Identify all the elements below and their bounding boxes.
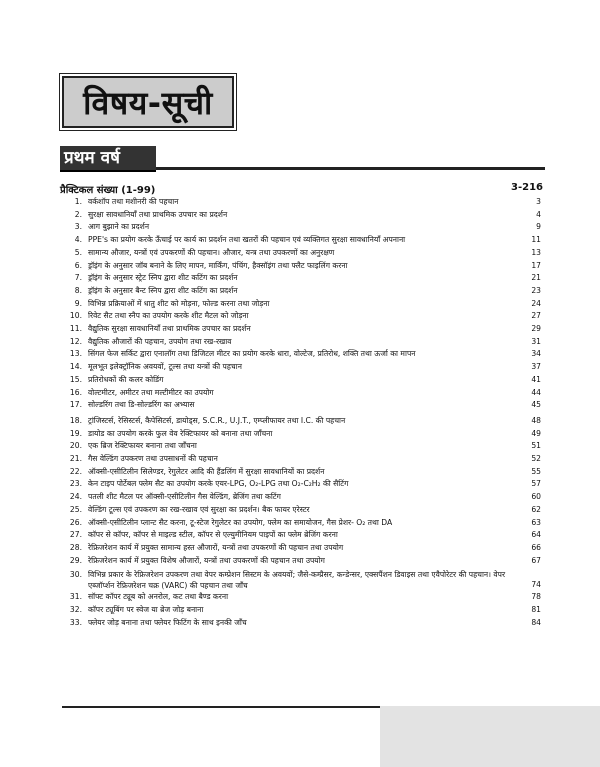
entry-title: ऑक्सी-एसीटिलीन सिलेण्डर, रेगुलेटर आदि की हैंडलिंग में सुरक्षा सावधानियों का प्रदर्शन [88, 466, 325, 476]
entry-title: रिवेट सैट तथा स्नैप का उपयोग करके शीट मैटल को जोड़ना [88, 311, 249, 321]
entry-page: 63 [531, 517, 541, 527]
entry-page: 45 [531, 400, 541, 410]
entry-page: 62 [531, 504, 541, 514]
entry-number: 26. [69, 517, 82, 527]
entry-number: 27. [69, 530, 82, 540]
section-range: 3-216 [511, 182, 543, 193]
entry-title: कॉपर से कॉपर, कॉपर से माइल्ड स्टील, कॉपर से एल्युमीनियम पाइपों का फ्लेम ब्रेजिंग करना [88, 530, 338, 540]
toc-entry[interactable] [62, 399, 545, 412]
toc-entry[interactable] [62, 529, 545, 542]
entry-title: रेफ्रिजरेशन कार्य में प्रयुक्त सामान्य हस्त औजारों, यन्त्रों तथा उपकरणों की पहचान तथा उपयोग [88, 542, 344, 552]
entry-number: 13. [69, 349, 82, 359]
entry-page: 37 [531, 362, 541, 372]
entry-number: 4. [74, 235, 82, 245]
entry-title: विभिन्न प्रक्रियाओं में धातु शीट को मोड़ना, फोल्ड करना तथा जोड़ना [88, 298, 270, 308]
toc-entry[interactable] [62, 478, 545, 491]
toc-entry[interactable] [62, 196, 545, 209]
toc-entry[interactable] [62, 374, 545, 387]
entry-title: विभिन्न प्रकार के रेफ्रिजरेशन उपकरण तथा वेपर कम्प्रेशन सिस्टम के अवयवों; जैसे-कम्प्रैसर, कन्डेन्सर, एक्सपैंशन डिवाइस तथा एवैपोरेटर की पहचान। वेपर एब्जॉर्प्शन रेफ्रिजरेशन चक्र (VARC) की पहचान तथा जाँच [88, 570, 506, 591]
entry-number: 2. [74, 209, 82, 219]
entry-number: 28. [69, 542, 82, 552]
entry-page: 67 [531, 555, 541, 565]
entry-number: 32. [69, 605, 82, 615]
toc-entry[interactable] [62, 440, 545, 453]
entry-page: 9 [536, 222, 541, 232]
entry-page: 60 [531, 492, 541, 502]
toc-entry[interactable] [62, 453, 545, 466]
entry-title: सामान्य औजार, यन्त्रों एवं उपकरणों की पहचान। औजार, यन्त्र तथा उपकरणों का अनुरक्षण [88, 247, 335, 257]
entry-number: 11. [69, 324, 82, 334]
entry-page: 27 [531, 311, 541, 321]
entry-page: 31 [531, 336, 541, 346]
entry-number: 5. [74, 247, 82, 257]
entry-number: 30. [69, 570, 82, 580]
year-tab [60, 146, 156, 172]
entry-number: 20. [69, 441, 82, 451]
entry-title: गैस वेल्डिंग उपकरण तथा उपसाधनों की पहचान [88, 454, 218, 464]
toc-entry[interactable] [62, 504, 545, 517]
entry-title: मूलभूत इलेक्ट्रॉनिक अवयवों, टूल्स तथा यन्त्रों की पहचान [88, 362, 242, 372]
entry-number: 29. [69, 555, 82, 565]
section-label: प्रैक्टिकल संख्या (1-99) [60, 185, 156, 196]
entry-page: 11 [531, 235, 541, 245]
toc-entry[interactable] [62, 517, 545, 530]
toc-entry[interactable] [62, 285, 545, 298]
toc-list [62, 196, 545, 630]
toc-entry[interactable] [62, 247, 545, 260]
entry-page: 57 [531, 479, 541, 489]
toc-entry[interactable] [62, 323, 545, 336]
toc-entry[interactable] [62, 415, 545, 428]
toc-entry[interactable] [62, 209, 545, 222]
entry-number: 3. [74, 222, 82, 232]
entry-number: 25. [69, 504, 82, 514]
entry-title: PPE's का प्रयोग करके ऊँचाई पर कार्य का प्रदर्शन तथा खतरों की पहचान एवं व्यक्तिगत सुरक्षा सावधानियाँ अपनाना [88, 235, 406, 245]
toc-title-box [62, 76, 234, 128]
entry-page: 23 [531, 285, 541, 295]
entry-title: पतली शीट मैटल पर ऑक्सी-एसीटिलीन गैस वेल्डिंग, ब्रेजिंग तथा कटिंग [88, 492, 281, 502]
entry-title: सुरक्षा सावधानियाँ तथा प्राथमिक उपचार का प्रदर्शन [88, 209, 228, 219]
entry-page: 34 [531, 349, 541, 359]
entry-page: 17 [531, 260, 541, 270]
entry-page: 3 [536, 197, 541, 206]
entry-page: 44 [531, 387, 541, 397]
entry-number: 18. [69, 415, 82, 425]
entry-number: 10. [69, 311, 82, 321]
entry-number: 16. [69, 387, 82, 397]
toc-title: विषय-सूची [83, 83, 213, 122]
toc-entry[interactable] [62, 555, 545, 568]
entry-number: 22. [69, 466, 82, 476]
entry-title: वैद्युतिक सुरक्षा सावधानियाँ तथा प्राथमिक उपचार का प्रदर्शन [88, 324, 251, 334]
entry-title: फ्लेयर जोड़ बनाना तथा फ्लेयर फिटिंग के साथ इनकी जाँच [88, 617, 247, 627]
toc-entry[interactable] [62, 491, 545, 504]
entry-title: आग बुझाने का प्रदर्शन [88, 222, 150, 232]
entry-page: 13 [531, 247, 541, 257]
entry-title: ट्रांजिस्टर्स, रेसिस्टर्स, कैपेसिटर्स, डायोड्स, S.C.R., U.J.T., एम्प्लीफायर तथा I.C. की पहचान [88, 415, 346, 425]
entry-number: 33. [69, 617, 82, 627]
entry-title: सोल्डरिंग तथा डि-सोल्डरिंग का अभ्यास [88, 400, 195, 410]
entry-page: 51 [531, 441, 541, 451]
entry-number: 19. [69, 428, 82, 438]
entry-number: 17. [69, 400, 82, 410]
entry-page: 21 [531, 273, 541, 283]
entry-title: ऑक्सी-एसीटिलीन प्लान्ट सैट करना, टू-स्टेज रेगुलेटर का उपयोग, फ्लेम का समायोजन, गैस प्रेशर- O₂ तथा DA [88, 517, 393, 527]
toc-entry[interactable] [62, 336, 545, 349]
toc-entry[interactable] [62, 604, 545, 617]
entry-number: 15. [69, 374, 82, 384]
entry-number: 23. [69, 479, 82, 489]
bottom-rule [62, 706, 388, 708]
entry-title: केन टाइप पोर्टेबल फ्लेम सैट का उपयोग करके एयर-LPG, O₂-LPG तथा O₂-C₂H₂ की सैटिंग [88, 479, 349, 489]
entry-page: 49 [531, 428, 541, 438]
entry-title: सिंगल फेज सर्किट द्वारा एनालॉग तथा डिजिटल मीटर का प्रयोग करके धारा, वोल्टेज, प्रतिरोध, शक्ति तथा ऊर्जा का मापन [88, 349, 416, 359]
entry-number: 12. [69, 336, 82, 346]
toc-entry[interactable] [62, 361, 545, 374]
entry-page: 64 [531, 530, 541, 540]
entry-title: वेल्डिंग टूल्स एवं उपकरण का रख-रखाव एवं सुरक्षा का प्रदर्शन। बैक फायर एरेस्टर [88, 504, 310, 514]
entry-page: 55 [531, 466, 541, 476]
toc-entry[interactable] [62, 348, 545, 361]
toc-entry[interactable] [62, 428, 545, 441]
toc-entry[interactable] [62, 387, 545, 400]
entry-title: ड्रॉइंग के अनुसार जॉब बनाने के लिए मापन, मार्किंग, पंचिंग, हैक्सॉइंग तथा फ्लैट फाइलिंग करना [88, 260, 348, 270]
entry-number: 7. [74, 273, 82, 283]
entry-page: 48 [531, 415, 541, 425]
toc-entry[interactable] [62, 221, 545, 234]
entry-number: 31. [69, 592, 82, 602]
entry-title: ड्रॉइंग के अनुसार बैन्ट स्निप द्वारा शीट कटिंग का प्रदर्शन [88, 285, 238, 295]
entry-page: 78 [531, 592, 541, 602]
entry-page: 74 [531, 579, 541, 589]
entry-title: डायोड का उपयोग करके फुल वेव रेक्टिफायर को बनाना तथा जाँचना [88, 428, 273, 438]
entry-title: वर्कशॉप तथा मशीनरी की पहचान [88, 197, 179, 206]
entry-page: 84 [531, 617, 541, 627]
entry-title: वोल्टमीटर, अमीटर तथा मल्टीमीटर का उपयोग [88, 387, 214, 397]
entry-title: रेफ्रिजरेशन कार्य में प्रयुक्त विशेष औजारों, यन्त्रों तथा उपकरणों की पहचान तथा उपयोग [88, 555, 325, 565]
entry-number: 21. [69, 454, 82, 464]
year-header [60, 146, 545, 170]
entry-number: 6. [74, 260, 82, 270]
entry-title: ड्रॉइंग के अनुसार स्ट्रेट स्निप द्वारा शीट कटिंग का प्रदर्शन [88, 273, 238, 283]
entry-number: 1. [74, 197, 82, 206]
toc-entry[interactable] [62, 272, 545, 285]
section-header [60, 182, 545, 196]
toc-entry[interactable] [62, 234, 545, 247]
entry-page: 41 [531, 374, 541, 384]
entry-number: 24. [69, 492, 82, 502]
toc-entry[interactable] [62, 298, 545, 311]
toc-entry[interactable] [62, 591, 545, 604]
entry-title: सॉफ्ट कॉपर ट्यूब को अनरोल, कट तथा बैण्ड करना [88, 592, 229, 602]
entry-page: 81 [531, 605, 541, 615]
entry-number: 8. [74, 285, 82, 295]
toc-entry[interactable] [62, 310, 545, 323]
toc-entry[interactable] [62, 617, 545, 630]
entry-number: 14. [69, 362, 82, 372]
toc-entry[interactable] [62, 567, 545, 591]
toc-entry[interactable] [62, 542, 545, 555]
toc-entry[interactable] [62, 466, 545, 479]
entry-title: प्रतिरोधकों की कलर कोडिंग [88, 374, 164, 384]
corner-shade [380, 706, 600, 767]
entry-page: 66 [531, 542, 541, 552]
entry-title: वैद्युतिक औजारों की पहचान, उपयोग तथा रख-रखाव [88, 336, 232, 346]
entry-page: 29 [531, 324, 541, 334]
entry-title: कॉपर ट्यूबिंग पर स्वेज या ब्रेज जोड़ बनाना [88, 605, 204, 615]
entry-number: 9. [74, 298, 82, 308]
entry-page: 4 [536, 209, 541, 219]
toc-entry[interactable] [62, 260, 545, 273]
entry-page: 52 [531, 454, 541, 464]
entry-page: 24 [531, 298, 541, 308]
entry-title: एक ब्रिज रेक्टिफायर बनाना तथा जाँचना [88, 441, 197, 451]
year-label: प्रथम वर्ष [64, 148, 120, 168]
